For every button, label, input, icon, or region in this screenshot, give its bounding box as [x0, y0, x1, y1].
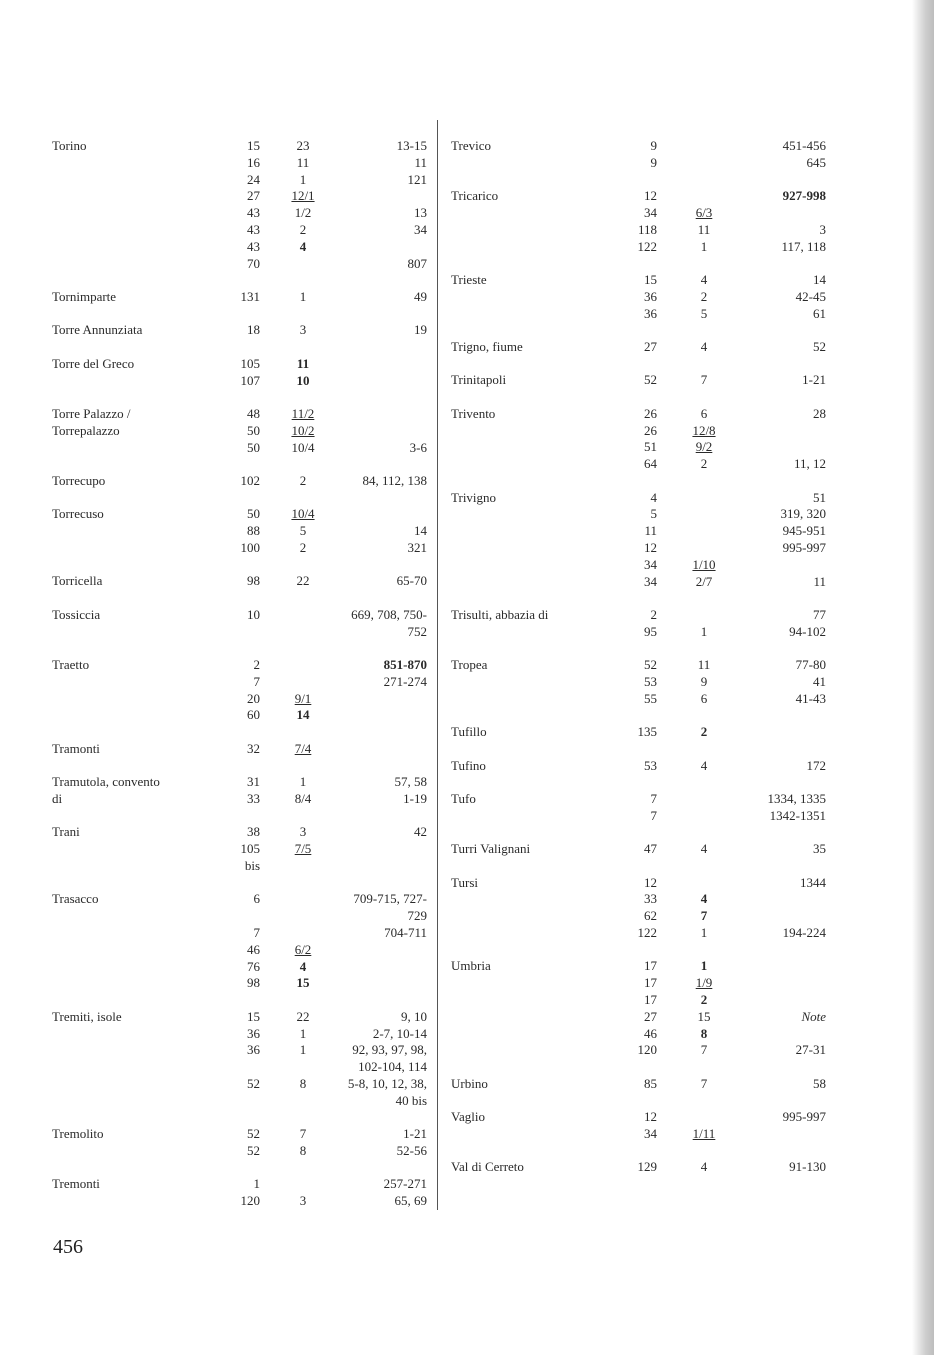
issue-number: 23 [296, 138, 310, 153]
issue-number: 11 [296, 355, 310, 371]
issue-number: 6/3 [695, 205, 713, 220]
volume-number: 12 [644, 540, 657, 555]
page-reference: 65-70 [396, 573, 427, 589]
page-reference: 927-998 [782, 188, 826, 204]
issue-number: 1 [299, 1042, 307, 1058]
place-name: Tufo [451, 791, 476, 806]
volume-number: 48 [247, 406, 260, 421]
page-reference: 34 [414, 222, 427, 237]
volume-number: 60 [247, 707, 260, 723]
issue-number: 4 [700, 272, 708, 287]
issue-number: 11/2 [291, 406, 315, 421]
column-divider [437, 120, 438, 1210]
page-reference: 1342-1351 [769, 807, 826, 823]
volume-number: 62 [644, 908, 657, 924]
page-reference: 52-56 [396, 1143, 427, 1158]
page-reference: 11 [414, 154, 427, 170]
volume-number: 98 [247, 975, 260, 991]
page-reference: 319, 320 [780, 506, 826, 522]
place-name: Tornimparte [52, 289, 117, 304]
volume-number: 85 [644, 1075, 657, 1091]
volume-number: 36 [644, 288, 657, 304]
page-reference: 645 [806, 154, 826, 170]
page-reference: 807 [407, 255, 427, 271]
volume-number: 9 [650, 154, 657, 170]
place-name: di [52, 791, 63, 806]
volume-number: 120 [637, 1042, 657, 1058]
volume-number: 17 [644, 975, 657, 991]
volume-number: 95 [644, 623, 657, 639]
volume-number: 105 [240, 841, 260, 857]
place-name: Tramutola, convento [52, 774, 160, 790]
volume-number: 53 [644, 674, 657, 689]
volume-number: 53 [644, 757, 657, 773]
volume-number: 64 [644, 456, 657, 472]
page-reference: 194-224 [782, 925, 826, 940]
issue-number: 4 [700, 841, 708, 857]
volume-number: 55 [644, 690, 657, 706]
issue-number: 4 [700, 1159, 708, 1175]
page-reference: 77-80 [795, 657, 826, 673]
page-reference: 40 bis [395, 1092, 427, 1108]
page-reference: 57, 58 [394, 774, 427, 790]
volume-number: 76 [247, 958, 260, 974]
place-name: Trivigno [451, 489, 497, 505]
volume-number: 7 [253, 925, 260, 940]
volume-number: 27 [644, 1008, 657, 1024]
volume-number: 12 [644, 1109, 657, 1125]
page-reference: 172 [806, 757, 826, 773]
issue-number: 4 [299, 238, 307, 254]
volume-number: 12 [644, 874, 657, 890]
issue-number: 2 [700, 456, 708, 472]
issue-number: 22 [296, 573, 310, 589]
volume-number: 43 [247, 205, 260, 221]
page-reference: 945-951 [782, 523, 826, 539]
volume-number: 17 [644, 992, 657, 1007]
volume-number: 51 [644, 439, 657, 455]
issue-number: 7 [700, 908, 708, 924]
place-name: Trigno, fiume [451, 339, 523, 354]
volume-number: 52 [644, 372, 657, 388]
volume-number: 52 [247, 1126, 260, 1142]
volume-number: 1 [253, 1176, 260, 1192]
volume-number: 18 [247, 322, 260, 338]
issue-number: 2 [700, 288, 708, 304]
issue-number: 2 [700, 724, 708, 740]
place-name: Torrepalazzo [52, 422, 120, 438]
volume-number: 32 [247, 740, 260, 756]
issue-number: 8/4 [294, 791, 312, 806]
issue-number: 22 [296, 1008, 310, 1024]
page-reference: 1-21 [403, 1126, 427, 1142]
volume-number: 70 [247, 255, 260, 271]
place-name: Trasacco [52, 891, 99, 907]
volume-number: 52 [644, 657, 657, 673]
page-reference: 35 [813, 841, 826, 857]
issue-number: 1 [700, 623, 708, 639]
place-name: Tremonti [52, 1176, 100, 1192]
place-name: Trevico [451, 138, 491, 153]
issue-number: 12/1 [291, 188, 315, 204]
place-name: Vaglio [451, 1109, 485, 1125]
issue-number: 1/9 [695, 975, 713, 991]
volume-number: 36 [247, 1042, 260, 1058]
issue-number: 2 [299, 540, 307, 555]
page-reference: 77 [813, 607, 826, 622]
page-reference: 1344 [800, 874, 826, 890]
volume-number: 47 [644, 841, 657, 857]
issue-number: 6 [700, 690, 708, 706]
place-name: Tramonti [52, 740, 100, 756]
issue-number: 4 [299, 958, 307, 974]
page-reference: 13-15 [396, 138, 427, 153]
place-name: Tufillo [451, 724, 487, 740]
issue-number: 1 [299, 1025, 307, 1041]
volume-number: 7 [650, 807, 657, 823]
page-reference: 451-456 [782, 138, 826, 153]
place-name: Torrecupo [52, 473, 106, 488]
place-name: Torricella [52, 573, 103, 589]
place-name: Tropea [451, 657, 488, 673]
issue-number: 3 [299, 824, 307, 840]
issue-number: 1/2 [294, 205, 312, 221]
page-edge-shadow [912, 0, 934, 1355]
issue-number: 3 [299, 1193, 307, 1209]
page-reference: 752 [407, 623, 427, 639]
page-reference: 51 [813, 489, 826, 505]
page-reference: 58 [813, 1075, 826, 1091]
issue-number: 7 [700, 1042, 708, 1058]
volume-number: 15 [247, 138, 260, 153]
page-reference: 11 [813, 573, 826, 589]
page-reference: 271-274 [383, 673, 427, 689]
issue-number: 10/2 [291, 422, 315, 438]
volume-number: 118 [637, 221, 657, 237]
page-number: 456 [53, 1236, 83, 1258]
issue-number: 11 [697, 657, 711, 673]
issue-number: 2 [299, 473, 307, 488]
issue-number: 6 [700, 405, 708, 421]
issue-number: 15 [296, 975, 310, 991]
volume-number: 34 [644, 205, 657, 220]
volume-number: 5 [650, 506, 657, 522]
volume-number: 105 [240, 355, 260, 371]
issue-number: 11 [296, 154, 310, 170]
issue-number: 9/1 [294, 690, 312, 706]
volume-number: 27 [644, 339, 657, 354]
volume-number: 7 [253, 673, 260, 689]
issue-number: 15 [697, 1008, 711, 1024]
issue-number: 1/10 [692, 556, 716, 572]
issue-number: 11 [697, 221, 711, 237]
volume-number: 4 [650, 489, 657, 505]
issue-number: 1 [700, 238, 708, 254]
page-reference: 729 [407, 908, 427, 924]
volume-number: 26 [644, 405, 657, 421]
issue-number: 4 [700, 757, 708, 773]
page-reference: 52 [813, 339, 826, 354]
issue-number: 5 [299, 523, 307, 539]
page-reference: 13 [414, 205, 427, 221]
issue-number: 4 [700, 891, 708, 907]
page-reference: 851-870 [383, 657, 427, 672]
page-reference: 41-43 [795, 690, 826, 706]
volume-number: 46 [247, 941, 260, 957]
place-name: Torre Annunziata [52, 322, 143, 338]
issue-number: 2 [299, 222, 307, 237]
volume-number: 102 [240, 473, 260, 488]
volume-number: 129 [637, 1159, 657, 1175]
issue-number: 1 [299, 289, 307, 304]
issue-number: 1 [700, 958, 708, 974]
place-name: Val di Cerreto [451, 1159, 524, 1175]
volume-number: 31 [247, 774, 260, 790]
page-reference: 709-715, 727- [353, 891, 427, 907]
issue-number: 6/2 [294, 941, 312, 957]
issue-number: 7/5 [294, 841, 312, 857]
place-name: Trivento [451, 405, 496, 421]
volume-number: 9 [650, 138, 657, 153]
volume-number: 26 [644, 422, 657, 438]
volume-number: 43 [247, 238, 260, 254]
page-reference: 2-7, 10-14 [372, 1025, 427, 1041]
page-reference: 1-21 [802, 372, 826, 388]
issue-number: 4 [700, 339, 708, 354]
volume-number: 27 [247, 188, 260, 204]
volume-number: 20 [247, 690, 260, 706]
volume-number: 2 [650, 607, 657, 622]
place-name: Torino [52, 138, 87, 153]
place-name: Torre Palazzo / [52, 406, 131, 421]
volume-number: 107 [240, 372, 260, 388]
volume-number: 34 [644, 1126, 657, 1141]
volume-number: 16 [247, 154, 260, 170]
volume-number: 12 [644, 188, 657, 204]
place-name: Tursi [451, 874, 478, 890]
page-reference: 257-271 [383, 1176, 427, 1192]
volume-number: 34 [644, 556, 657, 572]
volume-number: 98 [247, 573, 260, 589]
page-reference: 42-45 [795, 288, 826, 304]
place-name: Torrecuso [52, 506, 104, 522]
page-reference: 19 [414, 322, 427, 338]
page-reference: Note [801, 1008, 826, 1024]
place-name: Tricarico [451, 188, 499, 204]
volume-number: 15 [644, 272, 657, 287]
issue-number: 1 [299, 774, 307, 790]
page-reference: 49 [414, 289, 427, 304]
page-reference: 102-104, 114 [358, 1059, 427, 1075]
place-name: Tremolito [52, 1126, 104, 1142]
place-name: Tremiti, isole [52, 1008, 122, 1024]
place-name: Trisulti, abbazia di [451, 607, 549, 622]
place-name: Umbria [451, 958, 491, 974]
issue-number: 8 [700, 1025, 708, 1041]
page-reference: 91-130 [789, 1159, 826, 1175]
volume-number: 33 [644, 891, 657, 907]
volume-number: 122 [637, 925, 657, 940]
issue-number: 2/7 [695, 573, 713, 589]
page-reference: 65, 69 [394, 1193, 427, 1209]
issue-number: 3 [299, 322, 307, 338]
page-reference: 27-31 [795, 1042, 826, 1058]
volume-number: 52 [247, 1076, 260, 1091]
issue-number: 1/11 [692, 1126, 716, 1141]
page-reference: 42 [414, 824, 427, 840]
issue-number: 9 [700, 674, 708, 689]
issue-number: 10/4 [291, 439, 315, 455]
issue-number: 12/8 [692, 422, 716, 438]
page-reference: 117, 118 [781, 238, 826, 254]
page-reference: 1-19 [403, 791, 427, 806]
page-reference: 14 [813, 272, 826, 287]
issue-number: 14 [296, 707, 310, 723]
volume-number: 15 [247, 1008, 260, 1024]
page-reference: 11, 12 [793, 456, 826, 472]
page-reference: 995-997 [782, 540, 826, 555]
volume-number: 6 [253, 891, 260, 907]
volume-number: 122 [637, 238, 657, 254]
issue-number: 7/4 [294, 740, 312, 756]
volume-number: 120 [240, 1193, 260, 1209]
volume-number: 46 [644, 1025, 657, 1041]
volume-number: 43 [247, 222, 260, 237]
volume-number: 50 [247, 506, 260, 522]
volume-number: 50 [247, 439, 260, 455]
volume-number: 36 [644, 305, 657, 321]
place-name: Trieste [451, 272, 487, 287]
volume-number: 2 [253, 657, 260, 672]
page-reference: 995-997 [782, 1109, 826, 1125]
page-reference: 1334, 1335 [767, 791, 826, 806]
place-name: Urbino [451, 1075, 488, 1091]
page-reference: 669, 708, 750- [351, 606, 427, 622]
issue-number: 10 [296, 372, 310, 388]
place-name: Trani [52, 824, 80, 840]
volume-number: 131 [240, 289, 260, 304]
page-reference: 3-6 [409, 439, 427, 455]
place-name: Traetto [52, 657, 90, 672]
issue-number: 7 [700, 372, 708, 388]
place-name: Trinitapoli [451, 372, 507, 388]
issue-number: 8 [299, 1143, 307, 1158]
issue-number: 5 [700, 305, 708, 321]
volume-number: 24 [247, 171, 260, 187]
issue-number: 8 [299, 1076, 307, 1091]
page-reference: 9, 10 [401, 1008, 427, 1024]
issue-number: 1 [700, 925, 708, 940]
page-reference: 61 [813, 305, 826, 321]
issue-number: 7 [299, 1126, 307, 1142]
page-reference: 3 [819, 221, 826, 237]
page-reference: 704-711 [384, 925, 427, 940]
place-name: Tossiccia [52, 606, 101, 622]
volume-number: bis [244, 858, 260, 873]
issue-number: 9/2 [695, 439, 713, 455]
volume-number: 11 [644, 523, 657, 539]
volume-number: 33 [247, 791, 260, 806]
volume-number: 100 [240, 540, 260, 555]
volume-number: 88 [247, 523, 260, 539]
volume-number: 135 [637, 724, 657, 740]
page-reference: 41 [813, 674, 826, 689]
volume-number: 34 [644, 573, 657, 589]
page-reference: 92, 93, 97, 98, [352, 1042, 427, 1058]
volume-number: 36 [247, 1025, 260, 1041]
page-reference: 121 [407, 171, 427, 187]
place-name: Torre del Greco [52, 355, 135, 371]
page-reference: 5-8, 10, 12, 38, [347, 1076, 427, 1091]
page-reference: 14 [414, 523, 427, 539]
volume-number: 38 [247, 824, 260, 840]
volume-number: 10 [247, 606, 260, 622]
issue-number: 7 [700, 1075, 708, 1091]
volume-number: 7 [650, 791, 657, 806]
place-name: Turri Valignani [451, 841, 531, 857]
page-reference: 321 [407, 540, 427, 555]
volume-number: 52 [247, 1143, 260, 1158]
issue-number: 1 [299, 171, 307, 187]
page-reference: 94-102 [789, 623, 826, 639]
volume-number: 50 [247, 422, 260, 438]
page-reference: 28 [813, 405, 826, 421]
volume-number: 17 [644, 958, 657, 974]
issue-number: 10/4 [291, 506, 315, 522]
page-reference: 84, 112, 138 [362, 473, 427, 488]
issue-number: 2 [700, 992, 708, 1007]
place-name: Tufino [451, 757, 486, 773]
